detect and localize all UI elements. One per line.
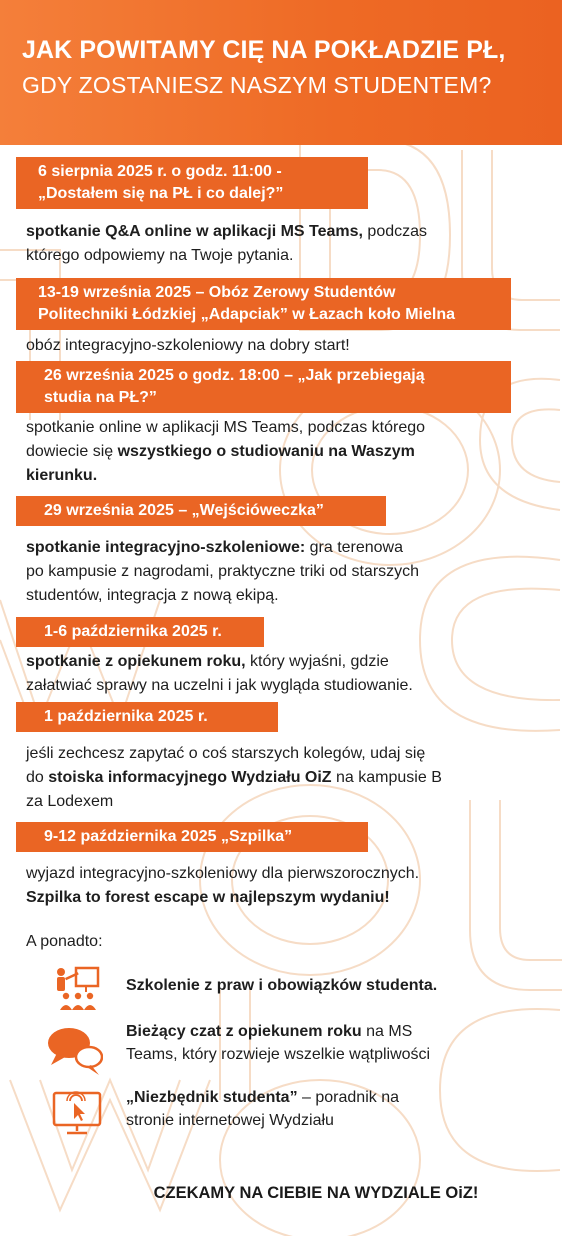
text: na kampusie B <box>331 769 442 786</box>
event-description-line <box>26 886 546 910</box>
footer-slogan: CZEKAMY NA CIEBIE NA WYDZIALE OiZ! <box>153 1184 479 1202</box>
event-description <box>26 650 546 698</box>
text: do <box>26 769 49 786</box>
text: obóz integracyjno-szkoleniowy na dobry start! <box>26 337 350 354</box>
event-description <box>26 742 546 814</box>
also-label: A ponadto: <box>26 933 103 950</box>
event-description-line <box>26 742 546 766</box>
event-title-line: „Dostałem się na PŁ i co dalej?” <box>38 185 284 202</box>
text: załatwiać sprawy na uczelni i jak wygląda studiowanie. <box>26 677 413 694</box>
bold-text: Bieżący czat z opiekunem roku <box>126 1023 362 1040</box>
event-title-line: 1-6 października 2025 r. <box>44 623 222 640</box>
bold-text: spotkanie z opiekunem roku, <box>26 653 246 670</box>
event-description-line <box>26 334 546 358</box>
event-title-line: 1 października 2025 r. <box>44 708 208 725</box>
event-title-line: 13-19 września 2025 – Obóz Zerowy Studentów <box>38 284 396 301</box>
event-title-line: Politechniki Łódzkiej „Adapciak” w Łazach koło Mielna <box>38 306 455 323</box>
event-title-line: 29 września 2025 – „Wejścióweczka” <box>44 502 324 519</box>
text: jeśli zechcesz zapytać o coś starszych kolegów, udaj się <box>26 745 426 762</box>
bold-text: spotkanie Q&A online w aplikacji MS Teams, <box>26 223 363 240</box>
event-date-banner <box>16 496 386 526</box>
event-description <box>26 416 546 488</box>
header-title: JAK POWITAMY CIĘ NA POKŁADZIE PŁ, <box>22 36 506 64</box>
event-date-banner <box>16 278 511 330</box>
event-date-banner <box>16 361 511 413</box>
event-description-line <box>26 536 546 560</box>
event-description <box>26 862 546 910</box>
text: po kampusie z nagrodami, praktyczne triki od starszych <box>26 563 420 580</box>
event-description-line <box>26 220 546 244</box>
text: spotkanie online w aplikacji MS Teams, podczas którego <box>26 419 426 436</box>
event-description-line <box>26 416 546 440</box>
event-description <box>26 536 546 608</box>
text: który wyjaśni, gdzie <box>245 653 389 670</box>
event-description-line <box>26 650 546 674</box>
text: dowiecie się <box>26 443 118 460</box>
header-subtitle: GDY ZOSTANIESZ NASZYM STUDENTEM? <box>22 72 492 98</box>
event-description-line <box>26 464 546 488</box>
text: za Lodexem <box>26 793 114 810</box>
bold-text: Szkolenie z praw i obowiązków studenta. <box>126 977 438 994</box>
event-title-line: 6 sierpnia 2025 r. o godz. 11:00 - <box>38 163 282 180</box>
event-description-line <box>26 584 546 608</box>
event-description-line <box>26 244 546 268</box>
event-date-banner <box>16 617 264 647</box>
event-description <box>26 220 546 268</box>
bold-text: stoiska informacyjnego Wydziału OiZ <box>48 769 332 786</box>
event-title-line: studia na PŁ?” <box>44 389 157 406</box>
text: na MS <box>361 1023 413 1040</box>
event-date-banner <box>16 157 368 209</box>
text: którego odpowiemy na Twoje pytania. <box>26 247 294 264</box>
event-description-line <box>26 674 546 698</box>
event-description-line <box>26 790 546 814</box>
event-date-banner <box>16 822 368 852</box>
text: gra terenowa <box>305 539 404 556</box>
bold-text: „Niezbędnik studenta” <box>126 1089 298 1106</box>
event-description-line <box>26 440 546 464</box>
event-title-line: 9-12 października 2025 „Szpilka” <box>44 828 293 845</box>
bold-text: wszystkiego o studiowaniu na Waszym <box>117 443 415 460</box>
event-date-banner <box>16 702 278 732</box>
text: wyjazd integracyjno-szkoleniowy dla pierwszorocznych. <box>26 865 420 882</box>
event-title-line: 26 września 2025 o godz. 18:00 – „Jak przebiegają <box>44 367 425 384</box>
text: Teams, który rozwieje wszelkie wątpliwości <box>126 1046 431 1063</box>
bold-text: Szpilka to forest escape w najlepszym wydaniu! <box>26 889 390 906</box>
event-description-line <box>26 862 546 886</box>
text: stronie internetowej Wydziału <box>126 1112 334 1129</box>
event-description-line <box>26 766 546 790</box>
bold-text: spotkanie integracyjno-szkoleniowe: <box>26 539 306 556</box>
text: podczas <box>362 223 428 240</box>
text: – poradnik na <box>297 1089 399 1106</box>
event-description-line <box>26 560 546 584</box>
event-description <box>26 334 546 358</box>
text: studentów, integracja z nową ekipą. <box>26 587 279 604</box>
bold-text: kierunku. <box>26 467 98 484</box>
